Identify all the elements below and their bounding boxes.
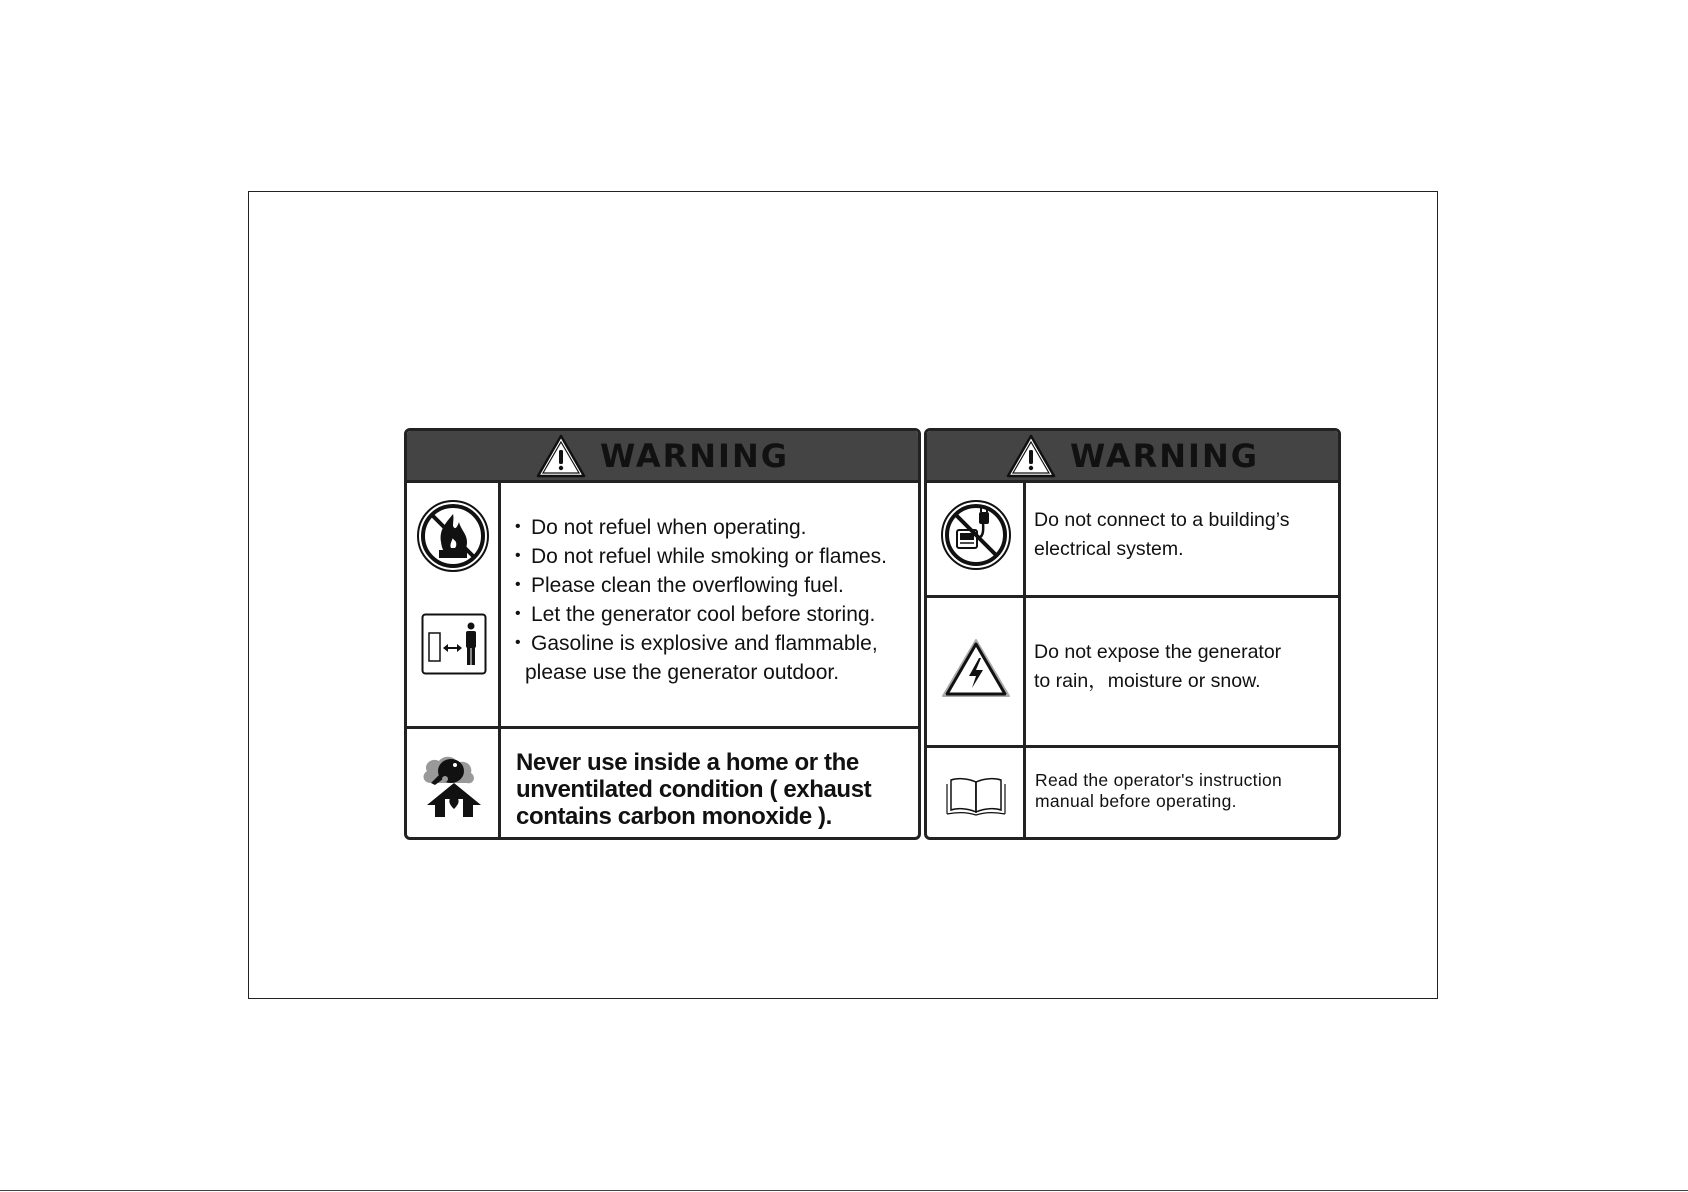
text-line: manual before operating.: [1035, 791, 1237, 811]
warning-triangle-icon: [1006, 434, 1056, 478]
warning-line: unventilated condition ( exhaust: [516, 776, 872, 803]
bullet-item: • Do not refuel while smoking or flames.: [515, 542, 887, 571]
icon-column: [927, 598, 1026, 745]
read-manual-row: [927, 745, 1338, 837]
warning-title: WARNING: [600, 436, 789, 475]
text-line: to rain，moisture or snow.: [1034, 670, 1261, 692]
warning-line: contains carbon monoxide ).: [516, 803, 832, 830]
icon-column: [927, 748, 1026, 837]
warning-line: Never use inside a home or the: [516, 749, 859, 776]
bottom-rule: [0, 1190, 1688, 1191]
building-connection-row: [927, 480, 1338, 595]
warning-panel-fuel: [404, 428, 921, 840]
rain-exposure-text: [1034, 638, 1281, 696]
fuel-rules-row: [407, 480, 918, 726]
rain-exposure-row: [927, 595, 1338, 745]
carbon-monoxide-warning: [516, 749, 871, 830]
fuel-rules-text: [515, 513, 887, 687]
carbon-monoxide-row: [407, 726, 918, 837]
read-manual-text: [1035, 770, 1282, 812]
keep-distance-icon: [421, 613, 487, 675]
manual-book-icon: [945, 776, 1007, 816]
electric-shock-icon: [941, 638, 1011, 700]
no-building-connection-icon: [939, 498, 1013, 572]
text-line: Do not connect to a building’s: [1034, 509, 1290, 531]
warning-header: [407, 431, 918, 483]
bullet-item: • Let the generator cool before storing.: [515, 600, 887, 629]
bullet-continuation: please use the generator outdoor.: [525, 661, 840, 684]
text-line: Read the operator's instruction: [1035, 770, 1283, 790]
warning-panel-electrical: [924, 428, 1341, 840]
icon-column: [407, 480, 501, 726]
building-connection-text: [1034, 506, 1289, 564]
no-fire-icon: [415, 498, 491, 574]
bullet-item: • Please clean the overflowing fuel.: [515, 571, 887, 600]
warning-triangle-icon: [536, 434, 586, 478]
warning-header: [927, 431, 1338, 483]
warning-title: WARNING: [1070, 436, 1259, 475]
bullet-item: • Do not refuel when operating.: [515, 513, 887, 542]
bullet-item: • Gasoline is explosive and flammable,: [515, 629, 887, 658]
text-line: Do not expose the generator: [1034, 641, 1282, 663]
icon-column: [407, 729, 501, 837]
carbon-monoxide-icon: [421, 753, 487, 819]
text-line: electrical system.: [1034, 538, 1184, 560]
icon-column: [927, 480, 1026, 595]
